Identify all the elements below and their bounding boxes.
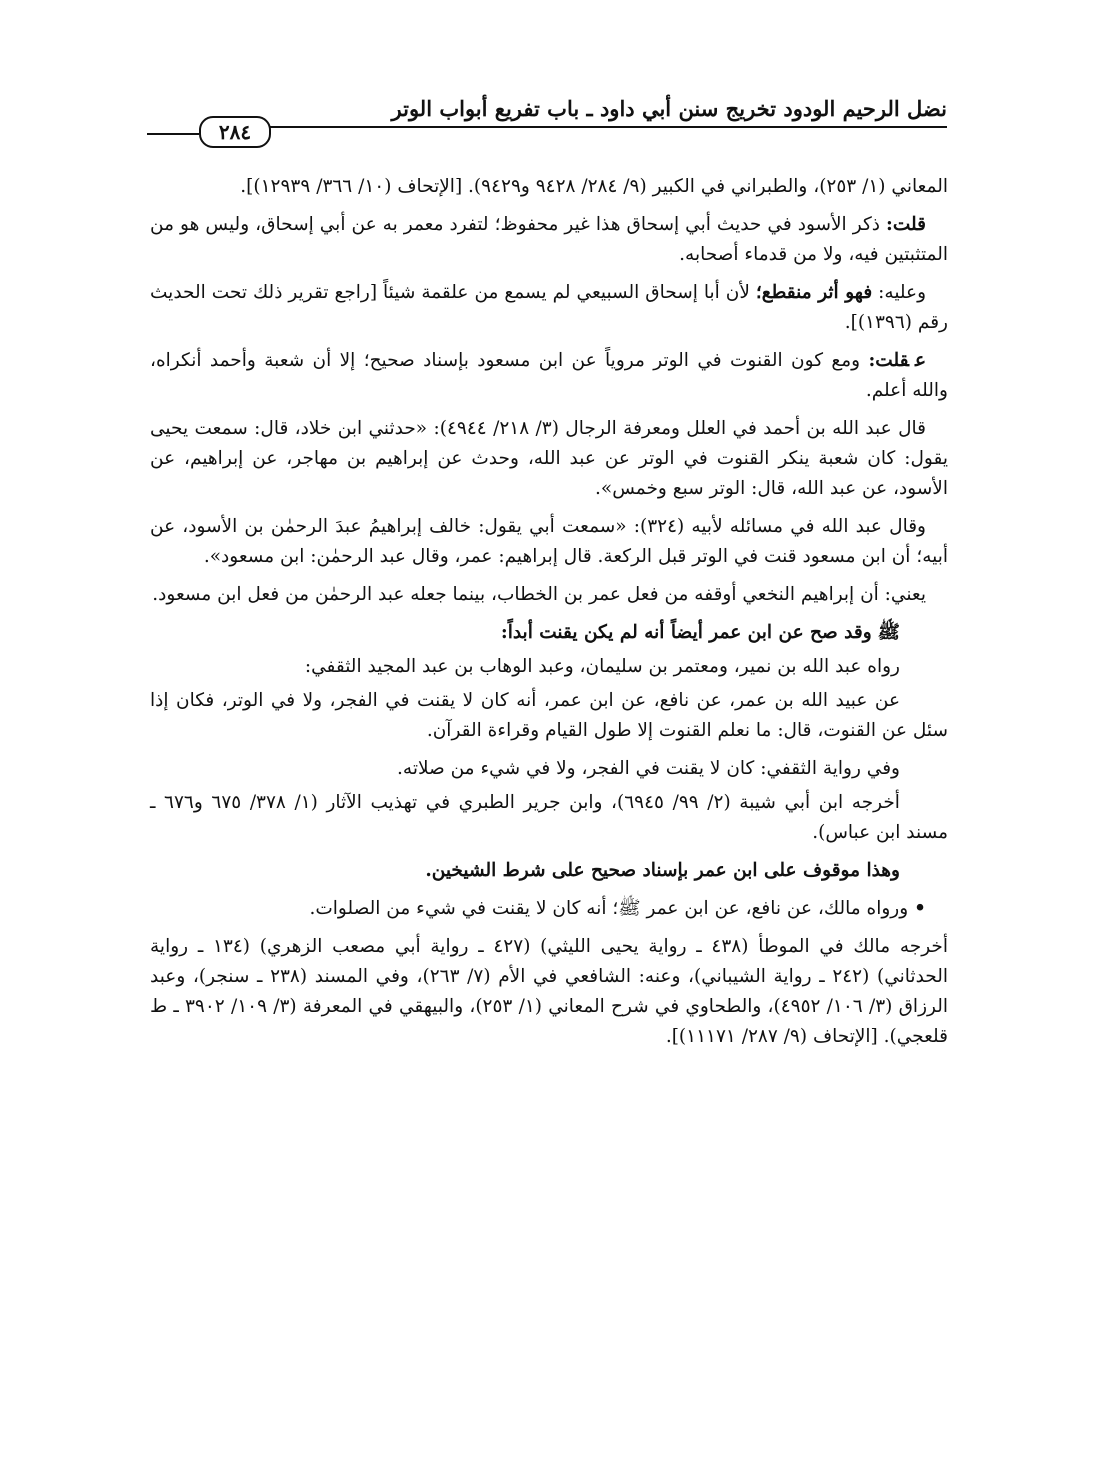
note-marker-icon: ع <box>914 350 926 371</box>
paragraph-lead: وقد صح عن ابن عمر أيضاً أنه لم يكن يقنت أبداً: <box>500 622 872 643</box>
paragraph-lead: قلت: <box>868 350 909 371</box>
header-title: نضل الرحيم الودود تخريج سنن أبي داود ـ باب تفريع أبواب الوتر <box>391 96 947 121</box>
paragraph-1 <box>150 172 948 202</box>
paragraph-text: عن عبيد الله بن عمر، عن نافع، عن ابن عمر، أنه كان لا يقنت في الفجر، ولا في الوتر، فكان إذا سئل عن القنوت، قال: ما نعلم القنوت إلا طول القيام وقراءة القرآن. <box>150 690 948 741</box>
paragraph-15 <box>150 932 948 1052</box>
paragraph-6 <box>150 512 948 572</box>
page-number-badge: ٢٨٤ <box>199 116 271 148</box>
paragraph-text: أخرجه مالك في الموطأ (٤٣٨ ـ رواية يحيى الليثي) (٤٢٧ ـ رواية أبي مصعب الزهري) (١٣٤ ـ رواية الحدثاني) (٢٤٢ ـ رواية الشيباني)، وعنه: الشافعي في الأم (٧/ ٢٦٣)، وفي المسند (٢٣٨ ـ سنجر)، وعبد الرزاق (٣/ ١٠٦/ ٤٩٥٢)، والطحاوي في شرح المعاني (١/ ٢٥٣)، والبيهقي في المعرفة (٣/ ١٠٩/ ٣٩٠٢ ـ ط قلعجي). [الإتحاف (٩/ ٢٨٧/ ١١١٧١)]. <box>150 936 948 1047</box>
paragraph-text: لأن أبا إسحاق السبيعي لم يسمع من علقمة شيئاً [راجع تقرير ذلك تحت الحديث رقم (١٣٩٦)]. <box>150 282 948 333</box>
paragraph-text: أخرجه ابن أبي شيبة (٢/ ٩٩/ ٦٩٤٥)، وابن جرير الطبري في تهذيب الآثار (١/ ٣٧٨/ ٦٧٥ و٦٧٦ ـ مسند ابن عباس). <box>150 792 948 843</box>
bullet-icon: • <box>914 898 926 919</box>
paragraph-text: ومع كون القنوت في الوتر مروياً عن ابن مسعود بإسناد صحيح؛ إلا أن شعبة وأحمد أنكراه، والله أعلم. <box>150 350 948 401</box>
paragraph-4 <box>150 346 948 406</box>
paragraph-2 <box>150 210 948 270</box>
paragraph-lead: فهو أثر منقطع؛ <box>755 282 873 303</box>
paragraph-text: رواه عبد الله بن نمير، ومعتمر بن سليمان، وعبد الوهاب بن عبد المجيد الثقفي: <box>304 656 900 677</box>
paragraph-13 <box>150 856 948 886</box>
paragraph-5 <box>150 414 948 504</box>
paragraph-9 <box>150 652 948 682</box>
page-body <box>150 172 948 1060</box>
paragraph-8 <box>150 618 948 648</box>
paragraph-12 <box>150 788 948 848</box>
paragraph-text: ذكر الأسود في حديث أبي إسحاق هذا غير محفوظ؛ لتفرد معمر به عن أبي إسحاق، وليس هو من المتثبتين فيه، ولا من قدماء أصحابه. <box>150 214 948 265</box>
paragraph-10 <box>150 686 948 746</box>
paragraph-text: وفي رواية الثقفي: كان لا يقنت في الفجر، ولا في شيء من صلاته. <box>397 758 900 779</box>
paragraph-14 <box>150 894 948 924</box>
paragraph-text: المعاني (١/ ٢٥٣)، والطبراني في الكبير (٩/ ٢٨٤/ ٩٤٢٨ و٩٤٢٩). [الإتحاف (١٠/ ٣٦٦/ ١٢٩٣٩)]. <box>240 176 948 197</box>
paragraph-text: ورواه مالك، عن نافع، عن ابن عمر ﷺ؛ أنه كان لا يقنت في شيء من الصلوات. <box>309 898 909 919</box>
paragraph-lead: وهذا موقوف على ابن عمر بإسناد صحيح على شرط الشيخين. <box>425 860 900 881</box>
paragraph-3 <box>150 278 948 338</box>
paragraph-lead: قلت: <box>886 214 926 235</box>
paragraph-text: قال عبد الله بن أحمد في العلل ومعرفة الرجال (٣/ ٢١٨/ ٤٩٤٤): «حدثني ابن خلاد، قال: سمعت يحيى يقول: كان شعبة ينكر القنوت في الوتر عن عبد الله، وحدث عن إبراهيم بن مهاجر، عن إبراهيم، عن الأسود، عن عبد الله، قال: الوتر سبع وخمس». <box>150 418 948 499</box>
paragraph-11 <box>150 754 948 784</box>
paragraph-text: يعني: أن إبراهيم النخعي أوقفه من فعل عمر بن الخطاب، بينما جعله عبد الرحمٰن من فعل ابن مسعود. <box>152 584 926 605</box>
paragraph-prefix: وعليه: <box>872 282 927 303</box>
running-header <box>147 92 947 148</box>
header-rule-left <box>147 133 199 135</box>
header-rule <box>257 126 947 128</box>
paragraph-text: وقال عبد الله في مسائله لأبيه (٣٢٤): «سمعت أبي يقول: خالف إبراهيمُ عبدَ الرحمٰن بن الأسود، عن أبيه؛ أن ابن مسعود قنت في الوتر قبل الركعة. قال إبراهيم: عمر، وقال عبد الرحمٰن: ابن مسعود». <box>150 516 948 567</box>
honorific-marker-icon: ﷺ <box>877 622 900 643</box>
paragraph-7 <box>150 580 948 610</box>
